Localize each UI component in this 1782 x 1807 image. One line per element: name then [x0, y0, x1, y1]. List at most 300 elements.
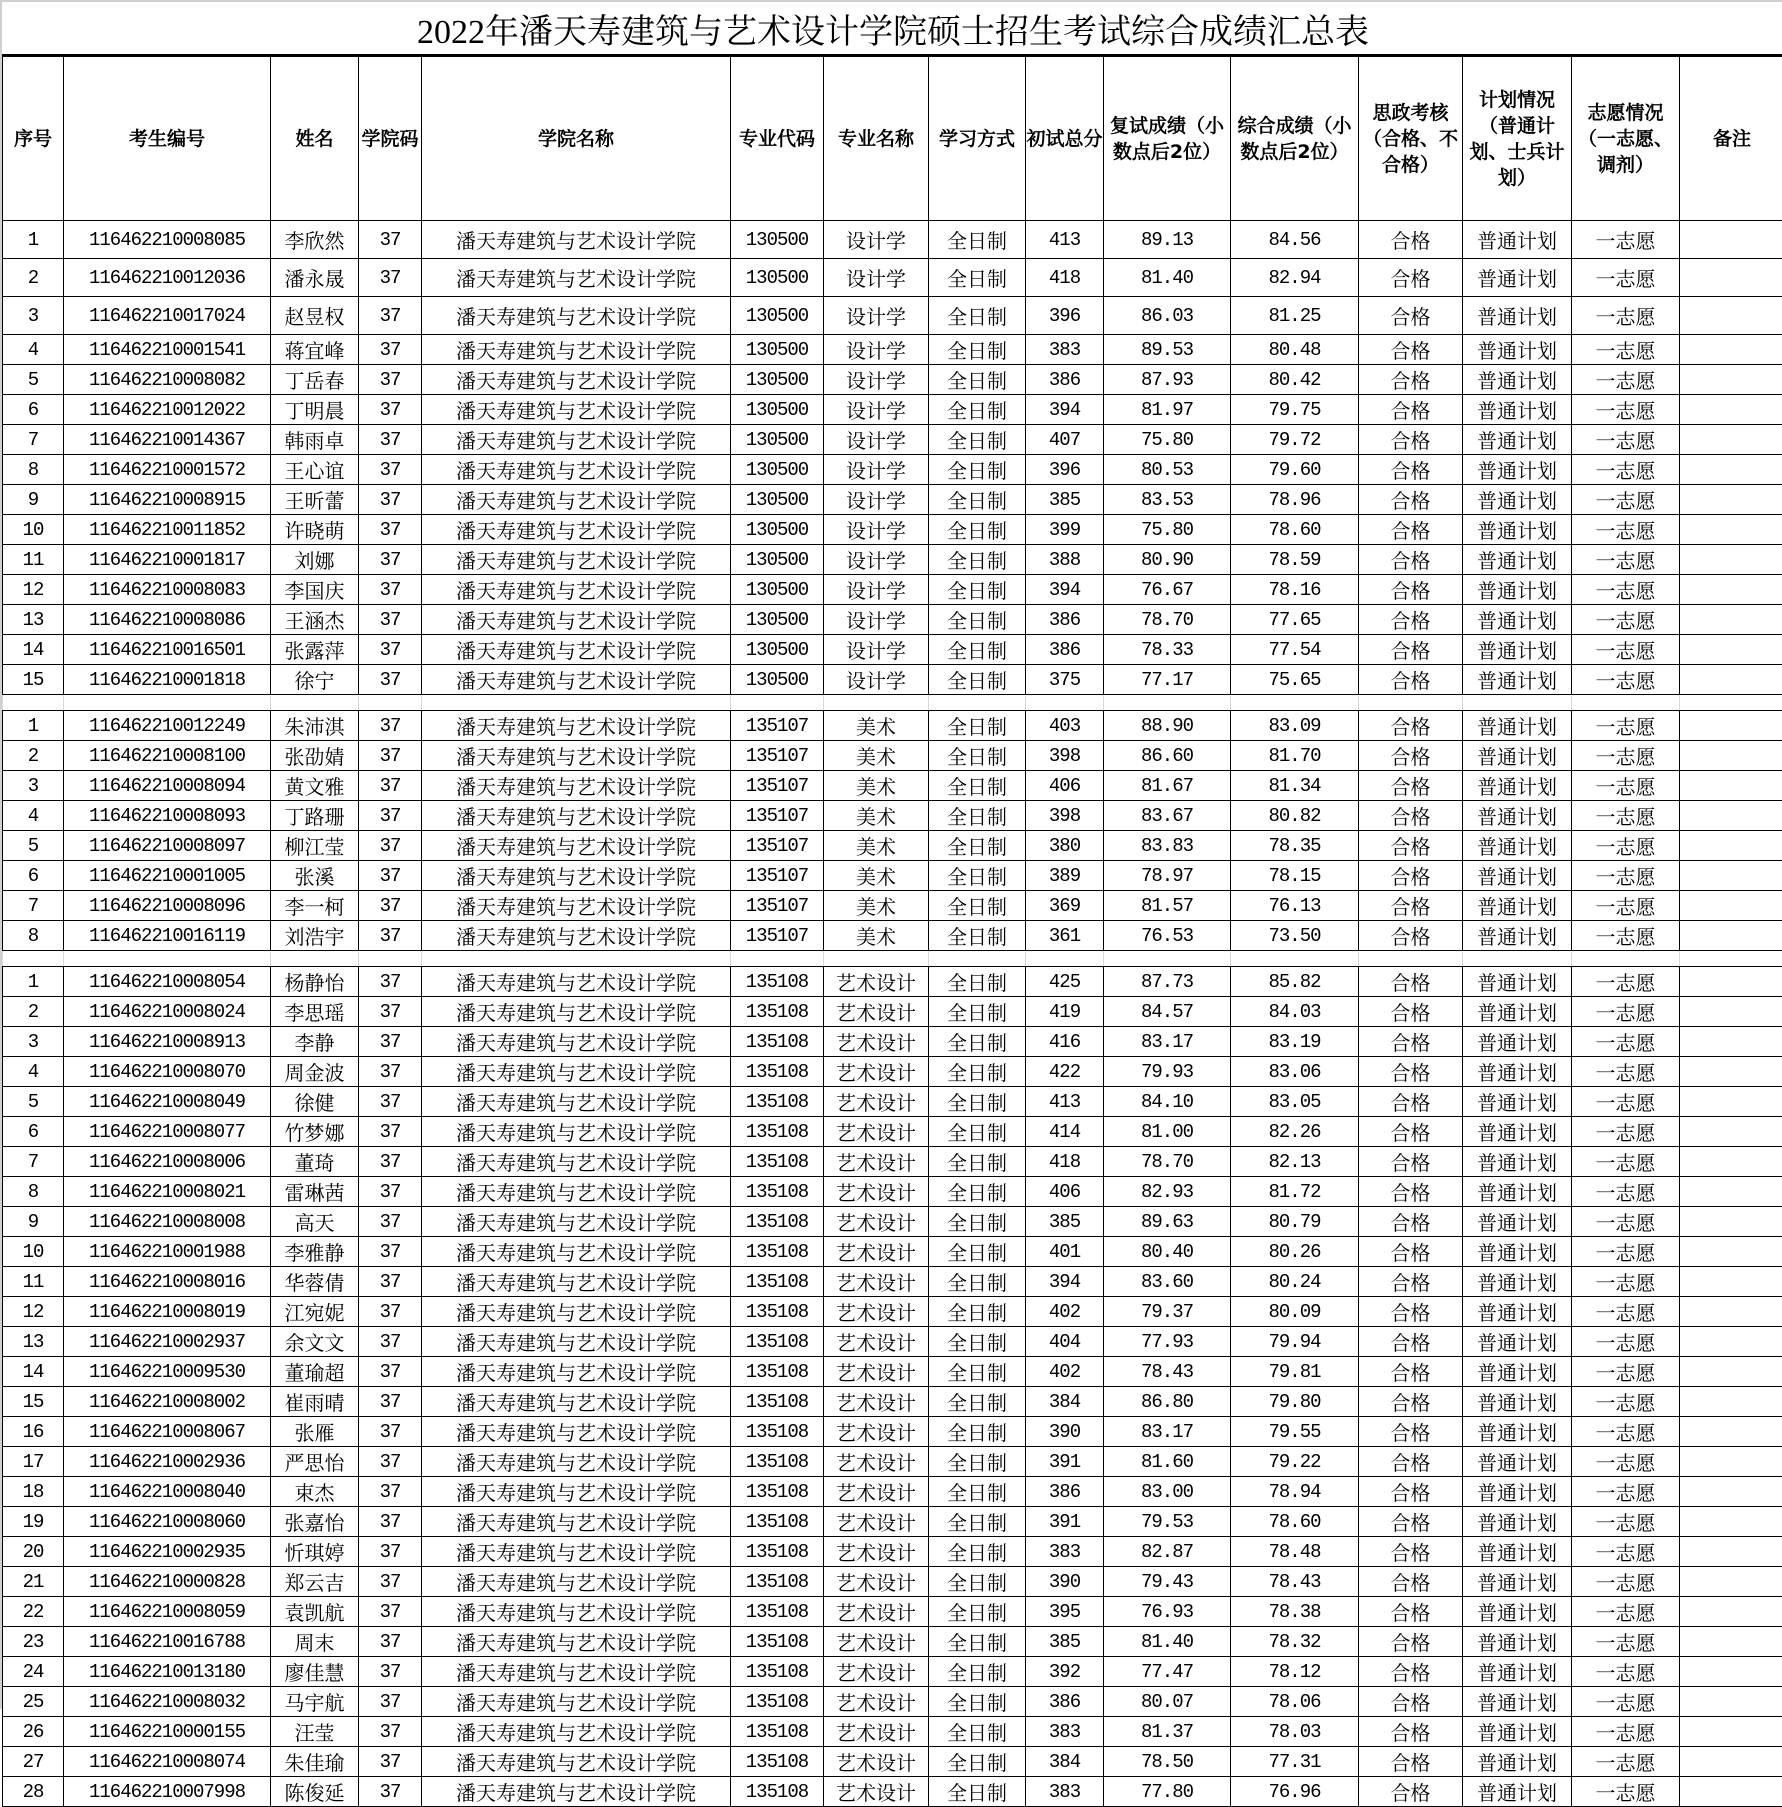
cell-composite-score: 80.79	[1231, 1207, 1359, 1237]
cell-college-name: 潘天寿建筑与艺术设计学院	[422, 1057, 731, 1087]
cell-candidate-id: 116462210016788	[64, 1627, 271, 1657]
table-row	[3, 365, 1782, 395]
cell-college-code: 37	[359, 335, 422, 365]
empty-cell	[929, 695, 1026, 711]
cell-college-name: 潘天寿建筑与艺术设计学院	[422, 1567, 731, 1597]
cell-college-name: 潘天寿建筑与艺术设计学院	[422, 221, 731, 259]
cell-candidate-id: 116462210008019	[64, 1297, 271, 1327]
cell-college-name: 潘天寿建筑与艺术设计学院	[422, 1177, 731, 1207]
cell-college-name: 潘天寿建筑与艺术设计学院	[422, 1507, 731, 1537]
cell-retest-score: 78.33	[1104, 635, 1231, 665]
cell-retest-score: 77.47	[1104, 1657, 1231, 1687]
cell-college-code: 37	[359, 1207, 422, 1237]
cell-prelim-total: 386	[1026, 605, 1104, 635]
cell-major-code: 130500	[731, 425, 824, 455]
table-row	[3, 635, 1782, 665]
cell-remarks	[1680, 1297, 1782, 1327]
cell-college-code: 37	[359, 1567, 422, 1597]
cell-remarks	[1680, 1267, 1782, 1297]
cell-plan-type: 普通计划	[1463, 831, 1572, 861]
cell-plan-type: 普通计划	[1463, 1657, 1572, 1687]
cell-political-review: 合格	[1359, 1237, 1463, 1267]
cell-college-code: 37	[359, 1777, 422, 1807]
table-row	[3, 665, 1782, 695]
cell-remarks	[1680, 297, 1782, 335]
cell-college-name: 潘天寿建筑与艺术设计学院	[422, 1387, 731, 1417]
table-row	[3, 1057, 1782, 1087]
cell-retest-score: 76.67	[1104, 575, 1231, 605]
cell-preference: 一志愿	[1572, 1117, 1680, 1147]
cell-political-review: 合格	[1359, 485, 1463, 515]
table-row	[3, 741, 1782, 771]
cell-preference: 一志愿	[1572, 395, 1680, 425]
cell-college-name: 潘天寿建筑与艺术设计学院	[422, 1447, 731, 1477]
cell-candidate-id: 116462210007998	[64, 1777, 271, 1807]
cell-major-code: 135107	[731, 741, 824, 771]
cell-college-name: 潘天寿建筑与艺术设计学院	[422, 665, 731, 695]
cell-name: 柳江莹	[271, 831, 359, 861]
cell-candidate-id: 116462210000828	[64, 1567, 271, 1597]
cell-preference: 一志愿	[1572, 259, 1680, 297]
cell-major-code: 135108	[731, 1087, 824, 1117]
cell-major-code: 130500	[731, 635, 824, 665]
cell-college-name: 潘天寿建筑与艺术设计学院	[422, 1357, 731, 1387]
cell-composite-score: 81.72	[1231, 1177, 1359, 1207]
cell-name: 严思怡	[271, 1447, 359, 1477]
cell-prelim-total: 425	[1026, 967, 1104, 997]
cell-composite-score: 77.54	[1231, 635, 1359, 665]
cell-major-code: 135107	[731, 921, 824, 951]
cell-college-name: 潘天寿建筑与艺术设计学院	[422, 711, 731, 741]
cell-composite-score: 76.96	[1231, 1777, 1359, 1807]
cell-preference: 一志愿	[1572, 1597, 1680, 1627]
cell-name: 李思瑶	[271, 997, 359, 1027]
cell-preference: 一志愿	[1572, 297, 1680, 335]
cell-political-review: 合格	[1359, 997, 1463, 1027]
cell-study-mode: 全日制	[929, 1477, 1026, 1507]
cell-candidate-id: 116462210001818	[64, 665, 271, 695]
cell-plan-type: 普通计划	[1463, 1447, 1572, 1477]
cell-major-name: 设计学	[824, 515, 929, 545]
table-row	[3, 1357, 1782, 1387]
table-row	[3, 1447, 1782, 1477]
cell-college-code: 37	[359, 425, 422, 455]
cell-study-mode: 全日制	[929, 1357, 1026, 1387]
cell-candidate-id: 116462210008049	[64, 1087, 271, 1117]
cell-preference: 一志愿	[1572, 455, 1680, 485]
cell-plan-type: 普通计划	[1463, 1297, 1572, 1327]
cell-preference: 一志愿	[1572, 1777, 1680, 1807]
cell-preference: 一志愿	[1572, 771, 1680, 801]
cell-political-review: 合格	[1359, 1627, 1463, 1657]
cell-preference: 一志愿	[1572, 1357, 1680, 1387]
cell-candidate-id: 116462210002937	[64, 1327, 271, 1357]
cell-college-code: 37	[359, 1117, 422, 1147]
cell-prelim-total: 390	[1026, 1567, 1104, 1597]
cell-seq: 2	[3, 741, 64, 771]
cell-prelim-total: 406	[1026, 1177, 1104, 1207]
cell-plan-type: 普通计划	[1463, 425, 1572, 455]
cell-name: 张劭婧	[271, 741, 359, 771]
cell-preference: 一志愿	[1572, 1657, 1680, 1687]
cell-major-code: 130500	[731, 395, 824, 425]
cell-seq: 1	[3, 711, 64, 741]
table-row	[3, 605, 1782, 635]
cell-college-code: 37	[359, 1657, 422, 1687]
cell-college-name: 潘天寿建筑与艺术设计学院	[422, 1717, 731, 1747]
cell-college-code: 37	[359, 831, 422, 861]
cell-composite-score: 81.25	[1231, 297, 1359, 335]
cell-retest-score: 89.13	[1104, 221, 1231, 259]
cell-plan-type: 普通计划	[1463, 1177, 1572, 1207]
cell-plan-type: 普通计划	[1463, 575, 1572, 605]
empty-cell	[1104, 695, 1231, 711]
cell-prelim-total: 380	[1026, 831, 1104, 861]
cell-retest-score: 80.40	[1104, 1237, 1231, 1267]
cell-plan-type: 普通计划	[1463, 1207, 1572, 1237]
cell-plan-type: 普通计划	[1463, 335, 1572, 365]
cell-major-code: 135108	[731, 1687, 824, 1717]
cell-remarks	[1680, 455, 1782, 485]
cell-prelim-total: 396	[1026, 297, 1104, 335]
cell-study-mode: 全日制	[929, 335, 1026, 365]
cell-seq: 23	[3, 1627, 64, 1657]
cell-remarks	[1680, 741, 1782, 771]
cell-seq: 20	[3, 1537, 64, 1567]
cell-remarks	[1680, 425, 1782, 455]
cell-college-name: 潘天寿建筑与艺术设计学院	[422, 967, 731, 997]
table-row	[3, 891, 1782, 921]
cell-major-name: 设计学	[824, 259, 929, 297]
cell-seq: 25	[3, 1687, 64, 1717]
table-row	[3, 1597, 1782, 1627]
cell-candidate-id: 116462210001005	[64, 861, 271, 891]
header-plan-type: 计划情况（普通计划、士兵计划）	[1463, 57, 1572, 221]
cell-seq: 6	[3, 861, 64, 891]
cell-major-code: 130500	[731, 575, 824, 605]
cell-prelim-total: 383	[1026, 1777, 1104, 1807]
table-row	[3, 997, 1782, 1027]
cell-major-code: 130500	[731, 335, 824, 365]
cell-major-code: 135108	[731, 1357, 824, 1387]
cell-retest-score: 83.83	[1104, 831, 1231, 861]
empty-cell	[1359, 695, 1463, 711]
cell-political-review: 合格	[1359, 395, 1463, 425]
cell-remarks	[1680, 365, 1782, 395]
cell-major-code: 135108	[731, 1237, 824, 1267]
cell-plan-type: 普通计划	[1463, 1627, 1572, 1657]
empty-cell	[824, 695, 929, 711]
cell-prelim-total: 394	[1026, 575, 1104, 605]
cell-study-mode: 全日制	[929, 605, 1026, 635]
empty-cell	[1231, 695, 1359, 711]
cell-major-code: 130500	[731, 259, 824, 297]
cell-preference: 一志愿	[1572, 711, 1680, 741]
cell-remarks	[1680, 635, 1782, 665]
table-body	[3, 221, 1782, 1807]
cell-retest-score: 77.17	[1104, 665, 1231, 695]
empty-cell	[3, 695, 64, 711]
cell-major-name: 美术	[824, 711, 929, 741]
cell-seq: 7	[3, 425, 64, 455]
cell-plan-type: 普通计划	[1463, 1417, 1572, 1447]
cell-retest-score: 88.90	[1104, 711, 1231, 741]
empty-cell	[64, 951, 271, 967]
cell-major-code: 135108	[731, 1387, 824, 1417]
cell-candidate-id: 116462210008021	[64, 1177, 271, 1207]
cell-name: 周末	[271, 1627, 359, 1657]
cell-name: 周金波	[271, 1057, 359, 1087]
cell-political-review: 合格	[1359, 711, 1463, 741]
cell-political-review: 合格	[1359, 1357, 1463, 1387]
cell-composite-score: 78.15	[1231, 861, 1359, 891]
empty-cell	[359, 951, 422, 967]
cell-major-name: 美术	[824, 921, 929, 951]
cell-political-review: 合格	[1359, 515, 1463, 545]
cell-seq: 24	[3, 1657, 64, 1687]
cell-plan-type: 普通计划	[1463, 771, 1572, 801]
cell-name: 徐宁	[271, 665, 359, 695]
cell-college-code: 37	[359, 1357, 422, 1387]
cell-major-name: 设计学	[824, 545, 929, 575]
cell-prelim-total: 396	[1026, 455, 1104, 485]
cell-retest-score: 81.40	[1104, 1627, 1231, 1657]
cell-retest-score: 83.67	[1104, 801, 1231, 831]
cell-remarks	[1680, 771, 1782, 801]
cell-major-name: 设计学	[824, 395, 929, 425]
cell-political-review: 合格	[1359, 1687, 1463, 1717]
cell-political-review: 合格	[1359, 861, 1463, 891]
cell-college-name: 潘天寿建筑与艺术设计学院	[422, 997, 731, 1027]
cell-college-code: 37	[359, 1627, 422, 1657]
cell-prelim-total: 401	[1026, 1237, 1104, 1267]
cell-name: 韩雨卓	[271, 425, 359, 455]
cell-composite-score: 78.35	[1231, 831, 1359, 861]
cell-plan-type: 普通计划	[1463, 801, 1572, 831]
cell-remarks	[1680, 1537, 1782, 1567]
header-college-code: 学院码	[359, 57, 422, 221]
cell-seq: 7	[3, 1147, 64, 1177]
cell-composite-score: 75.65	[1231, 665, 1359, 695]
cell-composite-score: 84.03	[1231, 997, 1359, 1027]
cell-political-review: 合格	[1359, 1447, 1463, 1477]
cell-retest-score: 77.93	[1104, 1327, 1231, 1357]
cell-prelim-total: 383	[1026, 1537, 1104, 1567]
cell-composite-score: 77.31	[1231, 1747, 1359, 1777]
cell-college-code: 37	[359, 1597, 422, 1627]
cell-name: 徐健	[271, 1087, 359, 1117]
cell-college-code: 37	[359, 259, 422, 297]
cell-study-mode: 全日制	[929, 1657, 1026, 1687]
cell-seq: 19	[3, 1507, 64, 1537]
cell-retest-score: 80.90	[1104, 545, 1231, 575]
cell-preference: 一志愿	[1572, 1387, 1680, 1417]
cell-seq: 11	[3, 1267, 64, 1297]
cell-composite-score: 79.94	[1231, 1327, 1359, 1357]
empty-cell	[1572, 951, 1680, 967]
cell-college-code: 37	[359, 1687, 422, 1717]
cell-college-code: 37	[359, 1747, 422, 1777]
cell-remarks	[1680, 1357, 1782, 1387]
cell-plan-type: 普通计划	[1463, 1057, 1572, 1087]
cell-political-review: 合格	[1359, 1747, 1463, 1777]
cell-remarks	[1680, 1387, 1782, 1417]
cell-college-name: 潘天寿建筑与艺术设计学院	[422, 801, 731, 831]
cell-prelim-total: 384	[1026, 1747, 1104, 1777]
cell-composite-score: 80.82	[1231, 801, 1359, 831]
cell-seq: 2	[3, 259, 64, 297]
cell-prelim-total: 390	[1026, 1417, 1104, 1447]
cell-remarks	[1680, 605, 1782, 635]
cell-retest-score: 81.60	[1104, 1447, 1231, 1477]
cell-candidate-id: 116462210002935	[64, 1537, 271, 1567]
cell-college-code: 37	[359, 891, 422, 921]
cell-candidate-id: 116462210008060	[64, 1507, 271, 1537]
cell-prelim-total: 383	[1026, 335, 1104, 365]
cell-candidate-id: 116462210008096	[64, 891, 271, 921]
cell-name: 雷琳茜	[271, 1177, 359, 1207]
cell-study-mode: 全日制	[929, 741, 1026, 771]
cell-seq: 13	[3, 1327, 64, 1357]
cell-plan-type: 普通计划	[1463, 1237, 1572, 1267]
cell-major-code: 135108	[731, 1777, 824, 1807]
cell-retest-score: 75.80	[1104, 515, 1231, 545]
cell-candidate-id: 116462210017024	[64, 297, 271, 335]
cell-prelim-total: 419	[1026, 997, 1104, 1027]
table-row	[3, 1477, 1782, 1507]
cell-major-name: 艺术设计	[824, 997, 929, 1027]
cell-candidate-id: 116462210013180	[64, 1657, 271, 1687]
cell-retest-score: 86.60	[1104, 741, 1231, 771]
cell-major-name: 艺术设计	[824, 1687, 929, 1717]
cell-name: 丁明晨	[271, 395, 359, 425]
cell-political-review: 合格	[1359, 575, 1463, 605]
table-row	[3, 1687, 1782, 1717]
cell-composite-score: 81.34	[1231, 771, 1359, 801]
cell-preference: 一志愿	[1572, 1297, 1680, 1327]
cell-prelim-total: 391	[1026, 1507, 1104, 1537]
cell-retest-score: 81.37	[1104, 1717, 1231, 1747]
cell-composite-score: 83.06	[1231, 1057, 1359, 1087]
cell-college-code: 37	[359, 455, 422, 485]
cell-major-code: 135108	[731, 1627, 824, 1657]
cell-prelim-total: 406	[1026, 771, 1104, 801]
cell-preference: 一志愿	[1572, 801, 1680, 831]
table-row	[3, 1777, 1782, 1807]
cell-preference: 一志愿	[1572, 575, 1680, 605]
cell-name: 王心谊	[271, 455, 359, 485]
table-row	[3, 1087, 1782, 1117]
cell-composite-score: 80.24	[1231, 1267, 1359, 1297]
cell-prelim-total: 386	[1026, 635, 1104, 665]
header-study-mode: 学习方式	[929, 57, 1026, 221]
cell-major-name: 艺术设计	[824, 1777, 929, 1807]
cell-college-code: 37	[359, 1297, 422, 1327]
cell-college-name: 潘天寿建筑与艺术设计学院	[422, 335, 731, 365]
cell-political-review: 合格	[1359, 1057, 1463, 1087]
cell-name: 蒋宜峰	[271, 335, 359, 365]
empty-cell	[1463, 695, 1572, 711]
cell-name: 张溪	[271, 861, 359, 891]
cell-retest-score: 78.70	[1104, 1147, 1231, 1177]
cell-preference: 一志愿	[1572, 1147, 1680, 1177]
cell-study-mode: 全日制	[929, 515, 1026, 545]
cell-college-name: 潘天寿建筑与艺术设计学院	[422, 1657, 731, 1687]
cell-composite-score: 78.48	[1231, 1537, 1359, 1567]
cell-remarks	[1680, 259, 1782, 297]
cell-major-code: 135108	[731, 1207, 824, 1237]
cell-candidate-id: 116462210009530	[64, 1357, 271, 1387]
cell-study-mode: 全日制	[929, 1507, 1026, 1537]
cell-plan-type: 普通计划	[1463, 545, 1572, 575]
header-preference: 志愿情况（一志愿、调剂）	[1572, 57, 1680, 221]
empty-cell	[422, 695, 731, 711]
cell-college-code: 37	[359, 1237, 422, 1267]
cell-retest-score: 79.37	[1104, 1297, 1231, 1327]
cell-college-code: 37	[359, 771, 422, 801]
cell-study-mode: 全日制	[929, 1687, 1026, 1717]
cell-plan-type: 普通计划	[1463, 711, 1572, 741]
cell-composite-score: 78.60	[1231, 515, 1359, 545]
cell-name: 董瑜超	[271, 1357, 359, 1387]
table-row	[3, 395, 1782, 425]
cell-candidate-id: 116462210016119	[64, 921, 271, 951]
cell-political-review: 合格	[1359, 335, 1463, 365]
cell-college-name: 潘天寿建筑与艺术设计学院	[422, 1087, 731, 1117]
cell-remarks	[1680, 515, 1782, 545]
cell-candidate-id: 116462210008040	[64, 1477, 271, 1507]
cell-remarks	[1680, 545, 1782, 575]
cell-college-code: 37	[359, 967, 422, 997]
cell-college-code: 37	[359, 1027, 422, 1057]
cell-college-code: 37	[359, 515, 422, 545]
table-row	[3, 1747, 1782, 1777]
cell-candidate-id: 116462210001572	[64, 455, 271, 485]
cell-college-name: 潘天寿建筑与艺术设计学院	[422, 575, 731, 605]
cell-candidate-id: 116462210001817	[64, 545, 271, 575]
cell-seq: 12	[3, 575, 64, 605]
cell-college-name: 潘天寿建筑与艺术设计学院	[422, 1627, 731, 1657]
cell-seq: 8	[3, 455, 64, 485]
cell-preference: 一志愿	[1572, 1687, 1680, 1717]
cell-remarks	[1680, 1027, 1782, 1057]
cell-college-name: 潘天寿建筑与艺术设计学院	[422, 455, 731, 485]
cell-composite-score: 80.48	[1231, 335, 1359, 365]
cell-candidate-id: 116462210008097	[64, 831, 271, 861]
cell-major-name: 设计学	[824, 221, 929, 259]
cell-seq: 2	[3, 997, 64, 1027]
cell-preference: 一志愿	[1572, 1627, 1680, 1657]
cell-composite-score: 79.72	[1231, 425, 1359, 455]
cell-college-code: 37	[359, 1507, 422, 1537]
cell-study-mode: 全日制	[929, 1447, 1026, 1477]
cell-name: 竹梦娜	[271, 1117, 359, 1147]
cell-remarks	[1680, 831, 1782, 861]
empty-cell	[929, 951, 1026, 967]
cell-major-code: 135108	[731, 997, 824, 1027]
cell-composite-score: 81.70	[1231, 741, 1359, 771]
table-row	[3, 259, 1782, 297]
cell-major-code: 135108	[731, 1327, 824, 1357]
cell-candidate-id: 116462210008067	[64, 1417, 271, 1447]
cell-candidate-id: 116462210008024	[64, 997, 271, 1027]
cell-plan-type: 普通计划	[1463, 1507, 1572, 1537]
cell-college-name: 潘天寿建筑与艺术设计学院	[422, 297, 731, 335]
cell-remarks	[1680, 997, 1782, 1027]
cell-plan-type: 普通计划	[1463, 395, 1572, 425]
header-political-review: 思政考核（合格、不合格）	[1359, 57, 1463, 221]
empty-cell	[1231, 951, 1359, 967]
